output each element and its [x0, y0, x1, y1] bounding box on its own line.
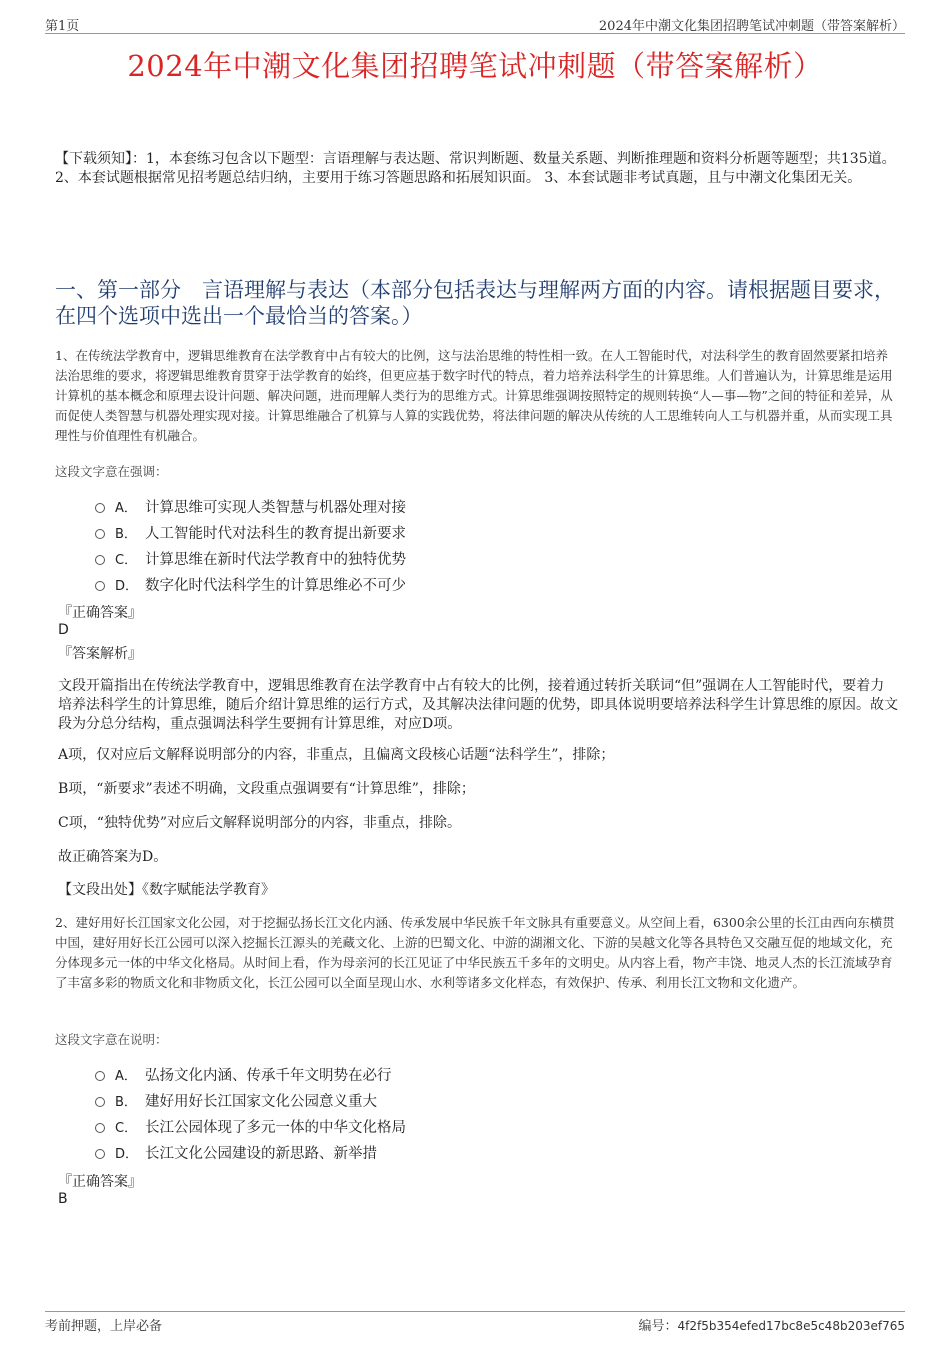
radio-icon[interactable] — [95, 1123, 105, 1133]
option-c[interactable]: C． 计算思维在新时代法学教育中的独特优势 — [95, 545, 406, 571]
question-2-text: 2、建好用好长江国家文化公园，对于挖掘弘扬长江文化内涵、传承发展中华民族千年文脉具有重要意义。从空间上看，6300余公里的长江由西向东横贯中国，建好用好长江公园可以深入挖掘长江源头的羌藏文化、上游的巴蜀文化、中游的湖湘文化、下游的吴越文化等各具特色又交融互促的地域文化，充分体现多元一体的中华文化格局。从时间上看，作为母亲河的长江见证了中华民族五千多年的文明史。从内容上看，物产丰饶、地灵人杰的长江流域孕育了丰富多彩的物质文化和非物质文化，长江公园可以全面呈现山水、水利等诸多文化样态，有效保护、传承、利用长江文物和文化遗产。 — [55, 915, 895, 990]
option-d[interactable]: D． 长江文化公园建设的新思路、新举措 — [95, 1139, 406, 1165]
option-d[interactable]: D． 数字化时代法科学生的计算思维必不可少 — [95, 571, 406, 597]
question-1-stem: 这段文字意在强调： — [55, 464, 168, 479]
radio-icon[interactable] — [95, 581, 105, 591]
option-b[interactable]: B． 人工智能时代对法科生的教育提出新要求 — [95, 519, 406, 545]
option-a[interactable]: A． 弘扬文化内涵、传承千年文明势在必行 — [95, 1061, 406, 1087]
page-number: 第1页 — [45, 19, 80, 34]
download-notice: 【下载须知】：1，本套练习包含以下题型：言语理解与表达题、常识判断题、数量关系题、判断推理题和资料分析题等题型；共135道。 2、本套试题根据常见招考题总结归纳，主要用于练习答题思路和拓展知识面。 3、本套试题非考试真题，且与中潮文化集团无关。 — [55, 151, 896, 186]
analysis-paragraph: C项，“独特优势”对应后文解释说明部分的内容，非重点，排除。 — [58, 815, 462, 831]
answer-value: B — [58, 1191, 68, 1207]
question-1-text: 1、在传统法学教育中，逻辑思维教育在法学教育中占有较大的比例，这与法治思维的特性相一致。在人工智能时代，对法科学生的教育固然要紧扣培养法治思维的要求，将逻辑思维教育贯穿于法学教育的始终，但更应基于数字时代的特点，着力培养法科学生的计算思维。人们普遍认为，计算思维是运用计算机的基本概念和原理去设计问题、解决问题，进而理解人类行为的思维方式。计算思维强调按照特定的规则转换“人—事—物”之间的特征和差异，从而促使人类智慧与机器处理实现对接。计算思维融合了机算与人算的实践优势，将法律问题的解决从传统的人工思维转向人工与机器并重，从而实现工具理性与价值理性有机融合。 — [55, 348, 893, 443]
code-value: 4f2f5b354efed17bc8e5c48b203ef765 — [677, 1319, 905, 1333]
page-header — [45, 13, 905, 34]
radio-icon[interactable] — [95, 1097, 105, 1107]
section-heading: 一、第一部分 言语理解与表达（本部分包括表达与理解两方面的内容。请根据题目要求，在四个选项中选出一个最恰当的答案。） — [55, 278, 895, 328]
answer-label: 『正确答案』 — [58, 1174, 142, 1190]
radio-icon[interactable] — [95, 1149, 105, 1159]
question-2-stem: 这段文字意在说明： — [55, 1032, 168, 1047]
radio-icon[interactable] — [95, 1071, 105, 1081]
analysis-paragraph: A项，仅对应后文解释说明部分的内容，非重点，且偏离文段核心话题“法科学生”，排除； — [58, 747, 615, 763]
footer-slogan: 考前押题，上岸必备 — [45, 1319, 163, 1334]
footer-code — [638, 1315, 905, 1334]
answer-value: D — [58, 622, 69, 638]
radio-icon[interactable] — [95, 503, 105, 513]
question-1-options — [95, 493, 406, 597]
source-citation: 【文段出处】《数字赋能法学教育》 — [58, 882, 275, 898]
option-b[interactable]: B． 建好用好长江国家文化公园意义重大 — [95, 1087, 406, 1113]
document-title: 2024年中潮文化集团招聘笔试冲刺题（带答案解析） — [127, 49, 823, 83]
option-a[interactable]: A． 计算思维可实现人类智慧与机器处理对接 — [95, 493, 406, 519]
question-2-options — [95, 1061, 406, 1165]
analysis-conclusion: 故正确答案为D。 — [58, 849, 168, 865]
radio-icon[interactable] — [95, 529, 105, 539]
answer-label: 『正确答案』 — [58, 605, 142, 621]
option-c[interactable]: C． 长江公园体现了多元一体的中华文化格局 — [95, 1113, 406, 1139]
analysis-paragraph: 文段开篇指出在传统法学教育中，逻辑思维教育在法学教育中占有较大的比例，接着通过转折关联词“但”强调在人工智能时代，要着力培养法科学生的计算思维，随后介绍计算思维的运行方式，及其解决法律问题的优势，即具体说明要培养法科学生计算思维的原因。故文段为分总分结构，重点强调法科学生要拥有计算思维，对应D项。 — [58, 678, 898, 732]
analysis-label: 『答案解析』 — [58, 646, 142, 662]
radio-icon[interactable] — [95, 555, 105, 565]
analysis-paragraph: B项，“新要求”表述不明确，文段重点强调要有“计算思维”，排除； — [58, 781, 475, 797]
code-label: 编号： — [638, 1319, 678, 1334]
page-footer — [45, 1311, 905, 1332]
header-doc-title: 2024年中潮文化集团招聘笔试冲刺题（带答案解析） — [598, 19, 905, 34]
